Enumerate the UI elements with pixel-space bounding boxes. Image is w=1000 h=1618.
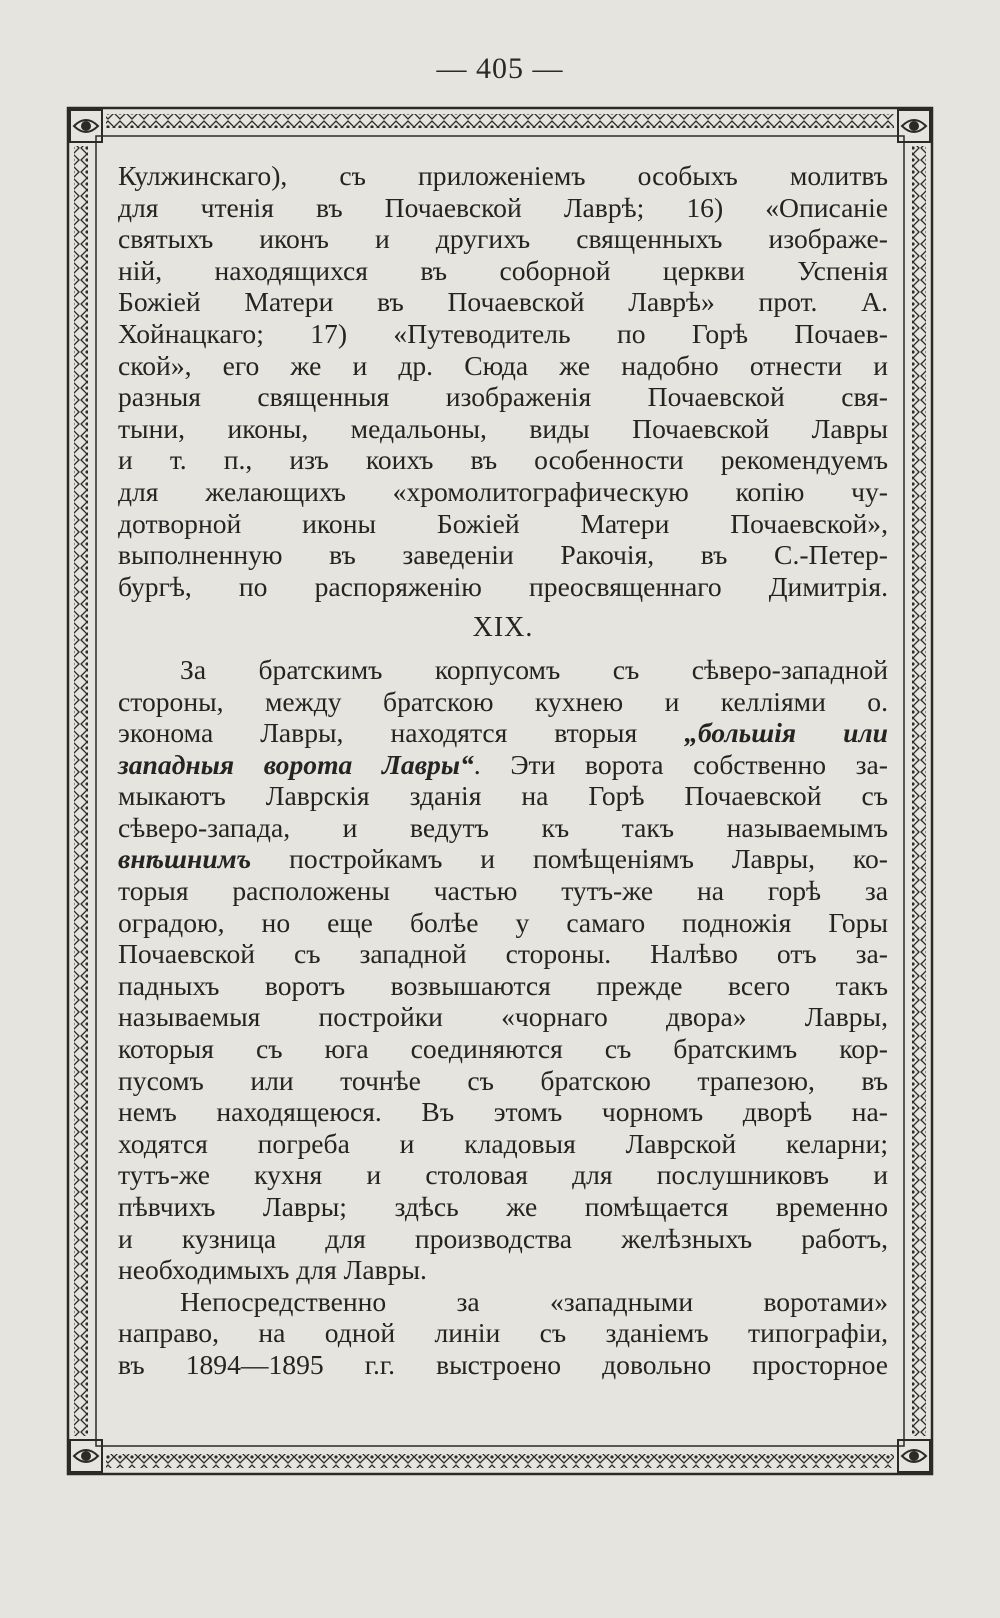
text-line: ходятся погреба и кладовыя Лаврской келарни; (118, 1127, 888, 1159)
text-line: ній, находящихся въ соборной церкви Успенія (118, 254, 888, 286)
text-line: сѣверо-запада, и ведутъ къ такъ называемымъ (118, 811, 888, 843)
text-line: разныя священныя изображенія Почаевской свя- (118, 381, 888, 413)
text-line: выполненную въ заведеніи Ракочія, въ С.-Петер- (118, 539, 888, 571)
text-line (118, 843, 888, 875)
text-line: въ 1894—1895 г.г. выстроено довольно просторное (118, 1348, 888, 1380)
text-line: дотворной иконы Божіей Матери Почаевской», (118, 507, 888, 539)
text-line: оградою, но еще болѣе у самаго подножія Горы (118, 906, 888, 938)
italic-run: западныя ворота Лавры“ (118, 748, 474, 780)
text-line: направо, на одной линіи съ зданіемъ типографіи, (118, 1317, 888, 1349)
text-line: святыхъ иконъ и другихъ священныхъ изображе- (118, 223, 888, 255)
text-run: . Эти ворота собственно за- (473, 748, 888, 780)
text-line: Кулжинскаго), съ приложеніемъ особыхъ молитвъ (118, 160, 888, 191)
text-line: которыя съ юга соединяются съ братскимъ кор- (118, 1033, 888, 1065)
text-line: пусомъ или точнѣе съ братскою трапезою, въ (118, 1064, 888, 1096)
text-line: падныхъ воротъ возвышаются прежде всего такъ (118, 969, 888, 1001)
page-number: — 405 — (436, 52, 564, 85)
text-line: для желающихъ «хромолитографическую копію чу- (118, 475, 888, 507)
text-line (118, 749, 888, 781)
text-body (118, 160, 888, 1381)
text-line: торыя расположены частью тутъ-же на горѣ за (118, 875, 888, 907)
text-line: Непосредственно за «западными воротами» (180, 1285, 888, 1317)
text-line: тутъ-же кухня и столовая для послушниковъ и (118, 1159, 888, 1191)
text-line: бургѣ, по распоряженію преосвященнаго Димитрія. (118, 570, 888, 602)
section-heading: XIX. (472, 612, 534, 644)
text-line: тыни, иконы, медальоны, виды Почаевской Лавры (118, 412, 888, 444)
text-line: ской», его же и др. Сюда же надобно отнести и (118, 349, 888, 381)
text-line: и кузница для производства желѣзныхъ работъ, (118, 1222, 888, 1254)
text-line: пѣвчихъ Лавры; здѣсь же помѣщается временно (118, 1191, 888, 1222)
text-run: эконома Лавры, находятся вторыя (118, 717, 685, 749)
text-line: для чтенія въ Почаевской Лаврѣ; 16) «Описаніе (118, 191, 888, 223)
text-line: называемыя постройки «чорнаго двора» Лавры, (118, 1001, 888, 1033)
text-line: Почаевской съ западной стороны. Налѣво отъ за- (118, 938, 888, 970)
text-line: и т. п., изъ коихъ въ особенности рекомендуемъ (118, 444, 888, 476)
text-line: стороны, между братскою кухнею и келліями о. (118, 685, 888, 717)
text-line (118, 717, 888, 749)
text-line: Хойнацкаго; 17) «Путеводитель по Горѣ Почаев- (118, 317, 888, 349)
text-line: немъ находящеюся. Въ этомъ чорномъ дворѣ на- (118, 1096, 888, 1128)
italic-run: внѣшнимъ (118, 843, 252, 875)
text-line: мыкаютъ Лаврскія зданія на Горѣ Почаевской съ (118, 780, 888, 812)
italic-run: „большія или (684, 717, 889, 749)
text-line: За братскимъ корпусомъ съ сѣверо-западной (180, 653, 888, 685)
text-line: Божіей Матери въ Почаевской Лаврѣ» прот. А. (118, 286, 888, 318)
text-line: необходимыхъ для Лавры. (118, 1254, 427, 1286)
text-run: постройкамъ и помѣщеніямъ Лавры, ко- (251, 843, 888, 875)
